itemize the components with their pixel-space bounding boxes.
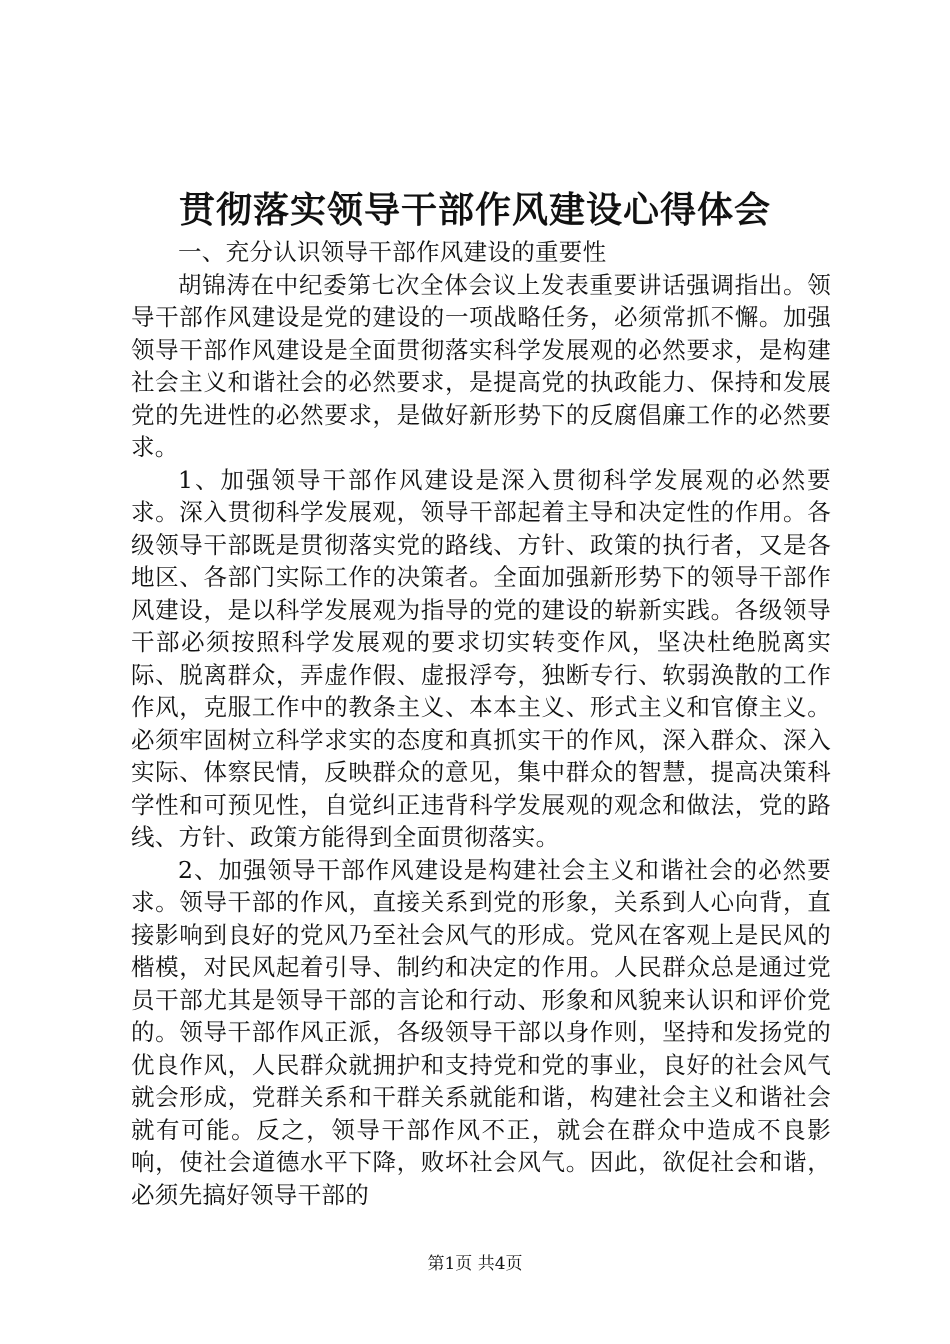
- paragraph-point-2: 2、加强领导干部作风建设是构建社会主义和谐社会的必然要求。领导干部的作风，直接关系到党的形象，关系到人心向背，直接影响到良好的党风乃至社会风气的形成。党风在客观上是民风的楷模，对民风起着引导、制约和决定的作用。人民群众总是通过党员干部尤其是领导干部的言论和行动、形象和风貌来认识和评价党的。领导干部作风正派，各级领导干部以身作则，坚持和发扬党的优良作风，人民群众就拥护和支持党和党的事业，良好的社会风气就会形成，党群关系和干群关系就能和谐，构建社会主义和谐社会就有可能。反之，领导干部作风不正，就会在群众中造成不良影响，使社会道德水平下降，败坏社会风气。因此，欲促社会和谐，必须先搞好领导干部的: [131, 855, 831, 1209]
- document-body: [131, 236, 831, 1211]
- paragraph-point-1: 1、加强领导干部作风建设是深入贯彻科学发展观的必然要求。深入贯彻科学发展观，领导干部起着主导和决定性的作用。各级领导干部既是贯彻落实党的路线、方针、政策的执行者，又是各地区、各部门实际工作的决策者。全面加强新形势下的领导干部作风建设，是以科学发展观为指导的党的建设的崭新实践。各级领导干部必须按照科学发展观的要求切实转变作风，坚决杜绝脱离实际、脱离群众，弄虚作假、虚报浮夸，独断专行、软弱涣散的工作作风，克服工作中的教条主义、本本主义、形式主义和官僚主义。必须牢固树立科学求实的态度和真抓实干的作风，深入群众、深入实际、体察民情，反映群众的意见，集中群众的智慧，提高决策科学性和可预见性，自觉纠正违背科学发展观的观念和做法，党的路线、方针、政策方能得到全面贯彻落实。: [131, 465, 831, 851]
- section-heading: 一、充分认识领导干部作风建设的重要性: [178, 238, 607, 266]
- document-title: 贯彻落实领导干部作风建设心得体会: [178, 189, 771, 231]
- paragraph-intro: 胡锦涛在中纪委第七次全体会议上发表重要讲话强调指出。领导干部作风建设是党的建设的一项战略任务，必须常抓不懈。加强领导干部作风建设是全面贯彻落实科学发展观的必然要求，是构建社会主义和谐社会的必然要求，是提高党的执政能力、保持和发展党的先进性的必然要求，是做好新形势下的反腐倡廉工作的必然要求。: [131, 270, 831, 461]
- page-footer: 第1页 共4页: [427, 1254, 523, 1274]
